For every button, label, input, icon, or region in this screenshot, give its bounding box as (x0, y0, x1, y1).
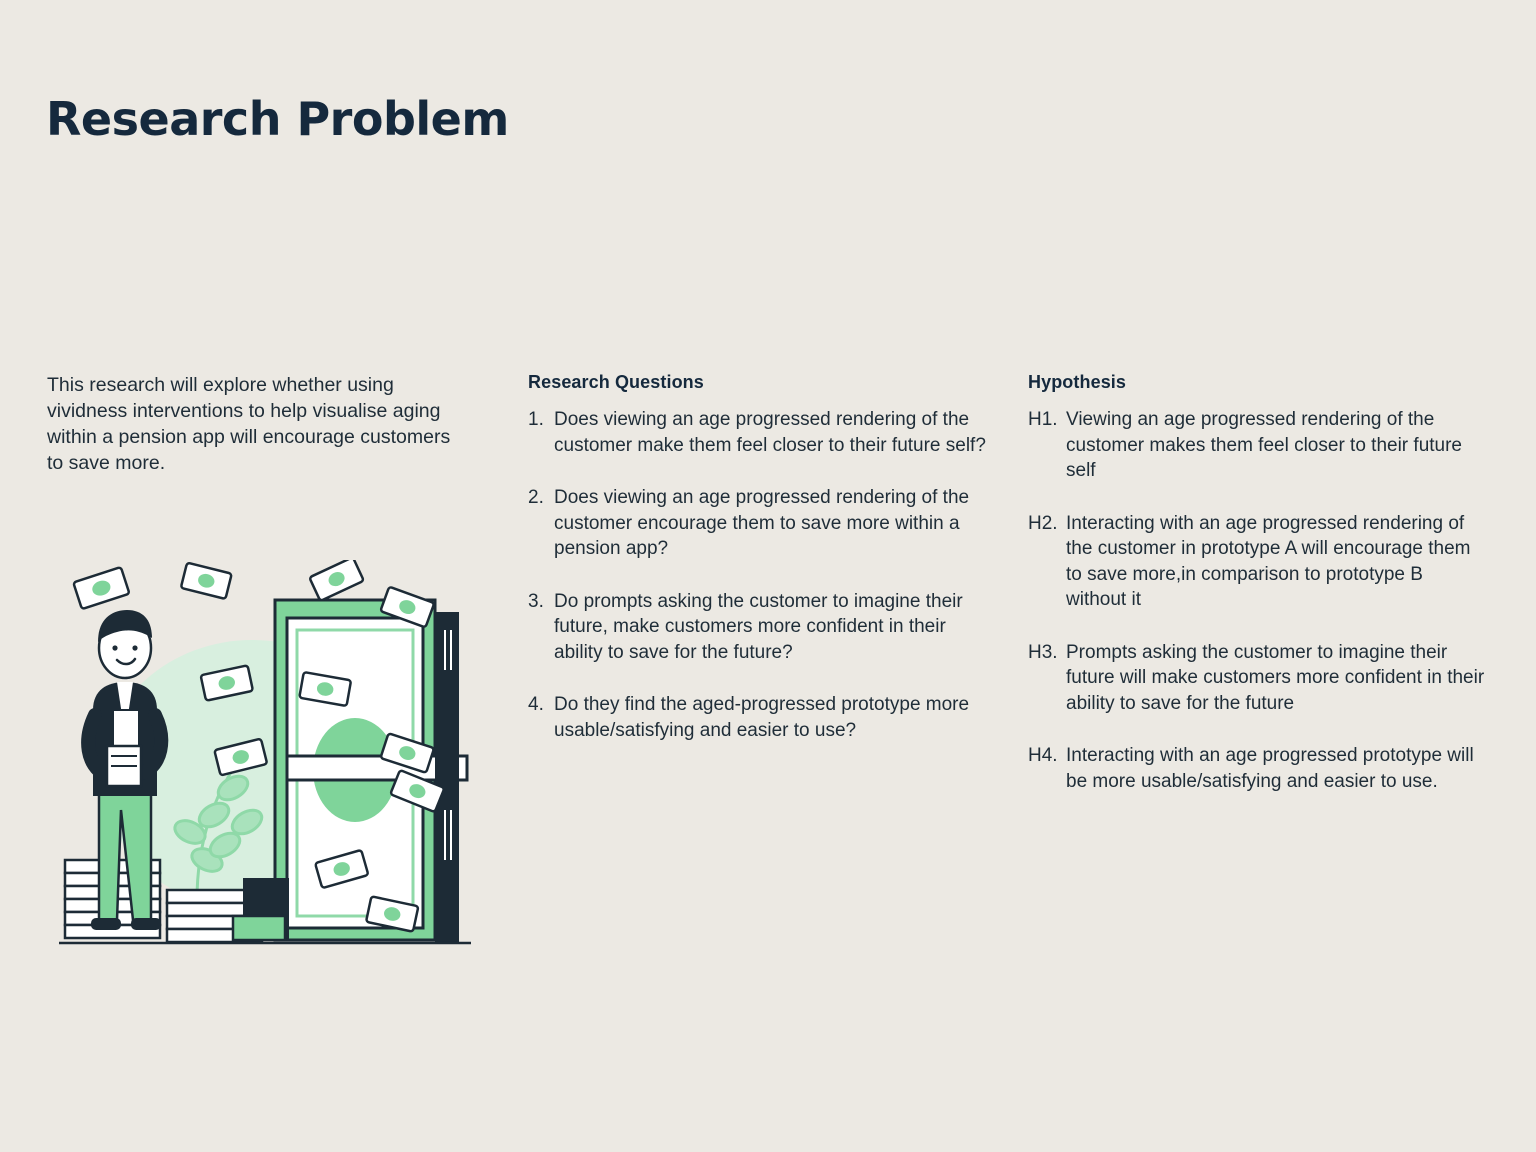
list-text: Does viewing an age progressed rendering of the customer encourage them to save more within a pension app? (554, 487, 970, 559)
list-text: Do prompts asking the customer to imagine their future, make customers more confident in their ability to save for the future? (554, 590, 963, 663)
list-text: Prompts asking the customer to imagine their future will make customers more confident in their ability to save for the future (1066, 641, 1485, 714)
hypothesis-heading: Hypothesis (1028, 372, 1127, 392)
page-title: Research Problem (46, 92, 509, 146)
list-marker: H3. (1028, 641, 1058, 663)
research-question-item (528, 407, 988, 458)
list-text: Interacting with an age progressed rendering of the customer in prototype A will encourage them to save more,in comparison to prototype B without it (1066, 512, 1471, 610)
hypothesis-item (1028, 743, 1488, 794)
research-question-item (528, 485, 988, 562)
list-text: Viewing an age progressed rendering of the customer makes them feel closer to their future self (1066, 409, 1462, 481)
hypothesis-column (1028, 372, 1488, 794)
intro-column (47, 372, 457, 476)
list-marker: H1. (1028, 409, 1058, 430)
hypothesis-item (1028, 407, 1488, 484)
research-questions-heading: Research Questions (528, 372, 704, 392)
research-question-item (528, 589, 988, 666)
list-text: Does viewing an age progressed rendering of the customer make them feel closer to their future self? (554, 409, 986, 456)
list-text: Do they find the aged-progressed prototype more usable/satisfying and easier to use? (554, 694, 970, 741)
list-marker: 2. (528, 487, 544, 508)
list-marker: H4. (1028, 745, 1058, 766)
research-question-item (528, 692, 988, 743)
hypothesis-item (1028, 511, 1488, 613)
list-marker: 4. (528, 694, 544, 715)
intro-paragraph: This research will explore whether using vividness interventions to help visualise aging within a pension app will encourage customers to save more. (47, 374, 451, 474)
list-marker: H2. (1028, 512, 1058, 534)
list-marker: 3. (528, 590, 544, 612)
person-with-money-illustration (47, 560, 477, 960)
list-marker: 1. (528, 409, 544, 430)
hypothesis-item (1028, 640, 1488, 717)
list-text: Interacting with an age progressed prototype will be more usable/satisfying and easier to use. (1066, 745, 1474, 792)
research-questions-column (528, 372, 988, 743)
